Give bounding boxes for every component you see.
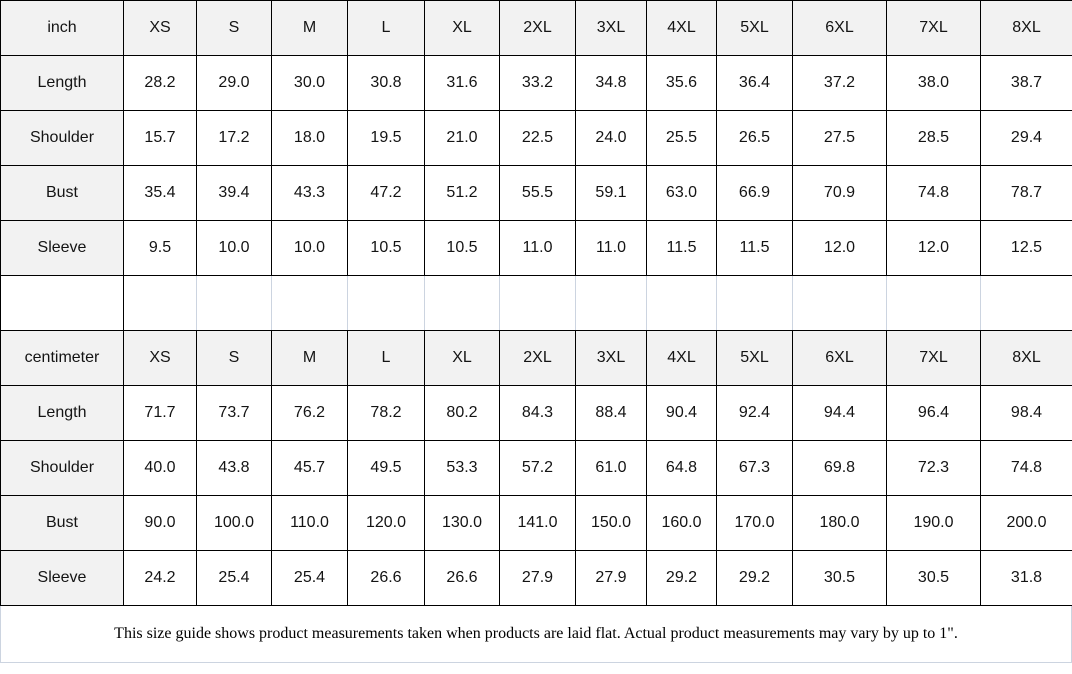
- centimeter-bust-row: [1, 496, 1072, 551]
- spacer-cell: [272, 276, 348, 331]
- value-cell: 30.5: [887, 551, 981, 606]
- value-cell: 22.5: [500, 111, 576, 166]
- value-cell: 11.0: [576, 221, 647, 276]
- spacer-cell: [576, 276, 647, 331]
- value-cell: 88.4: [576, 386, 647, 441]
- spacer-cell: [124, 276, 197, 331]
- value-cell: 40.0: [124, 441, 197, 496]
- value-cell: 24.2: [124, 551, 197, 606]
- value-cell: 12.0: [793, 221, 887, 276]
- size-header-7xl: 7XL: [887, 331, 981, 386]
- spacer-cell: [717, 276, 793, 331]
- centimeter-shoulder-row: [1, 441, 1072, 496]
- size-header-l: L: [348, 1, 425, 56]
- size-header-2xl: 2XL: [500, 1, 576, 56]
- value-cell: 28.5: [887, 111, 981, 166]
- value-cell: 160.0: [647, 496, 717, 551]
- size-header-m: M: [272, 331, 348, 386]
- value-cell: 10.5: [348, 221, 425, 276]
- value-cell: 36.4: [717, 56, 793, 111]
- size-header-l: L: [348, 331, 425, 386]
- value-cell: 70.9: [793, 166, 887, 221]
- value-cell: 25.5: [647, 111, 717, 166]
- size-header-xl: XL: [425, 331, 500, 386]
- size-header-5xl: 5XL: [717, 1, 793, 56]
- value-cell: 29.0: [197, 56, 272, 111]
- value-cell: 96.4: [887, 386, 981, 441]
- inch-sleeve-row: [1, 221, 1072, 276]
- value-cell: 27.9: [576, 551, 647, 606]
- value-cell: 61.0: [576, 441, 647, 496]
- value-cell: 141.0: [500, 496, 576, 551]
- value-cell: 57.2: [500, 441, 576, 496]
- row-label-sleeve: Sleeve: [1, 551, 124, 606]
- value-cell: 27.5: [793, 111, 887, 166]
- value-cell: 73.7: [197, 386, 272, 441]
- value-cell: 43.3: [272, 166, 348, 221]
- value-cell: 29.4: [981, 111, 1072, 166]
- size-header-4xl: 4XL: [647, 1, 717, 56]
- value-cell: 30.0: [272, 56, 348, 111]
- value-cell: 67.3: [717, 441, 793, 496]
- spacer-cell: [500, 276, 576, 331]
- row-label-length: Length: [1, 386, 124, 441]
- value-cell: 29.2: [647, 551, 717, 606]
- value-cell: 120.0: [348, 496, 425, 551]
- row-label-length: Length: [1, 56, 124, 111]
- row-label-shoulder: Shoulder: [1, 441, 124, 496]
- value-cell: 38.7: [981, 56, 1072, 111]
- size-header-m: M: [272, 1, 348, 56]
- value-cell: 39.4: [197, 166, 272, 221]
- value-cell: 31.8: [981, 551, 1072, 606]
- centimeter-header-row: [1, 331, 1072, 386]
- value-cell: 10.5: [425, 221, 500, 276]
- inch-bust-row: [1, 166, 1072, 221]
- size-header-3xl: 3XL: [576, 1, 647, 56]
- spacer-cell: [981, 276, 1072, 331]
- row-label-bust: Bust: [1, 496, 124, 551]
- size-header-8xl: 8XL: [981, 331, 1072, 386]
- value-cell: 190.0: [887, 496, 981, 551]
- value-cell: 84.3: [500, 386, 576, 441]
- value-cell: 80.2: [425, 386, 500, 441]
- value-cell: 64.8: [647, 441, 717, 496]
- value-cell: 130.0: [425, 496, 500, 551]
- size-guide-note: This size guide shows product measurements taken when products are laid flat. Actual product measurements may vary by up to 1".: [0, 606, 1072, 663]
- value-cell: 26.6: [425, 551, 500, 606]
- value-cell: 78.7: [981, 166, 1072, 221]
- value-cell: 26.6: [348, 551, 425, 606]
- value-cell: 53.3: [425, 441, 500, 496]
- row-label-bust: Bust: [1, 166, 124, 221]
- size-header-7xl: 7XL: [887, 1, 981, 56]
- value-cell: 9.5: [124, 221, 197, 276]
- value-cell: 10.0: [197, 221, 272, 276]
- spacer-cell: [197, 276, 272, 331]
- row-label-sleeve: Sleeve: [1, 221, 124, 276]
- size-header-xs: XS: [124, 1, 197, 56]
- value-cell: 55.5: [500, 166, 576, 221]
- size-header-5xl: 5XL: [717, 331, 793, 386]
- value-cell: 18.0: [272, 111, 348, 166]
- value-cell: 90.4: [647, 386, 717, 441]
- value-cell: 25.4: [272, 551, 348, 606]
- value-cell: 30.5: [793, 551, 887, 606]
- spacer-cell: [1, 276, 124, 331]
- value-cell: 43.8: [197, 441, 272, 496]
- size-header-s: S: [197, 1, 272, 56]
- value-cell: 27.9: [500, 551, 576, 606]
- value-cell: 69.8: [793, 441, 887, 496]
- spacer-cell: [348, 276, 425, 331]
- value-cell: 98.4: [981, 386, 1072, 441]
- value-cell: 71.7: [124, 386, 197, 441]
- value-cell: 170.0: [717, 496, 793, 551]
- value-cell: 92.4: [717, 386, 793, 441]
- value-cell: 72.3: [887, 441, 981, 496]
- value-cell: 66.9: [717, 166, 793, 221]
- value-cell: 150.0: [576, 496, 647, 551]
- value-cell: 11.5: [647, 221, 717, 276]
- value-cell: 47.2: [348, 166, 425, 221]
- spacer-cell: [647, 276, 717, 331]
- value-cell: 31.6: [425, 56, 500, 111]
- centimeter-length-row: [1, 386, 1072, 441]
- value-cell: 11.5: [717, 221, 793, 276]
- inch-shoulder-row: [1, 111, 1072, 166]
- value-cell: 45.7: [272, 441, 348, 496]
- value-cell: 35.6: [647, 56, 717, 111]
- unit-label-inch: inch: [1, 1, 124, 56]
- value-cell: 25.4: [197, 551, 272, 606]
- value-cell: 24.0: [576, 111, 647, 166]
- value-cell: 29.2: [717, 551, 793, 606]
- value-cell: 21.0: [425, 111, 500, 166]
- value-cell: 26.5: [717, 111, 793, 166]
- size-header-xs: XS: [124, 331, 197, 386]
- value-cell: 28.2: [124, 56, 197, 111]
- centimeter-sleeve-row: [1, 551, 1072, 606]
- value-cell: 17.2: [197, 111, 272, 166]
- value-cell: 200.0: [981, 496, 1072, 551]
- value-cell: 180.0: [793, 496, 887, 551]
- value-cell: 74.8: [887, 166, 981, 221]
- inch-length-row: [1, 56, 1072, 111]
- value-cell: 34.8: [576, 56, 647, 111]
- size-header-8xl: 8XL: [981, 1, 1072, 56]
- value-cell: 76.2: [272, 386, 348, 441]
- value-cell: 33.2: [500, 56, 576, 111]
- spacer-row: [1, 276, 1072, 331]
- value-cell: 59.1: [576, 166, 647, 221]
- value-cell: 94.4: [793, 386, 887, 441]
- value-cell: 15.7: [124, 111, 197, 166]
- value-cell: 38.0: [887, 56, 981, 111]
- value-cell: 37.2: [793, 56, 887, 111]
- size-header-s: S: [197, 331, 272, 386]
- value-cell: 30.8: [348, 56, 425, 111]
- inch-header-row: [1, 1, 1072, 56]
- value-cell: 100.0: [197, 496, 272, 551]
- spacer-cell: [887, 276, 981, 331]
- value-cell: 35.4: [124, 166, 197, 221]
- value-cell: 12.0: [887, 221, 981, 276]
- value-cell: 49.5: [348, 441, 425, 496]
- value-cell: 11.0: [500, 221, 576, 276]
- value-cell: 90.0: [124, 496, 197, 551]
- value-cell: 74.8: [981, 441, 1072, 496]
- value-cell: 51.2: [425, 166, 500, 221]
- size-header-2xl: 2XL: [500, 331, 576, 386]
- value-cell: 10.0: [272, 221, 348, 276]
- size-header-3xl: 3XL: [576, 331, 647, 386]
- value-cell: 19.5: [348, 111, 425, 166]
- value-cell: 110.0: [272, 496, 348, 551]
- value-cell: 12.5: [981, 221, 1072, 276]
- row-label-shoulder: Shoulder: [1, 111, 124, 166]
- size-header-6xl: 6XL: [793, 1, 887, 56]
- spacer-cell: [425, 276, 500, 331]
- size-header-xl: XL: [425, 1, 500, 56]
- value-cell: 63.0: [647, 166, 717, 221]
- size-header-4xl: 4XL: [647, 331, 717, 386]
- size-header-6xl: 6XL: [793, 331, 887, 386]
- spacer-cell: [793, 276, 887, 331]
- unit-label-centimeter: centimeter: [1, 331, 124, 386]
- value-cell: 78.2: [348, 386, 425, 441]
